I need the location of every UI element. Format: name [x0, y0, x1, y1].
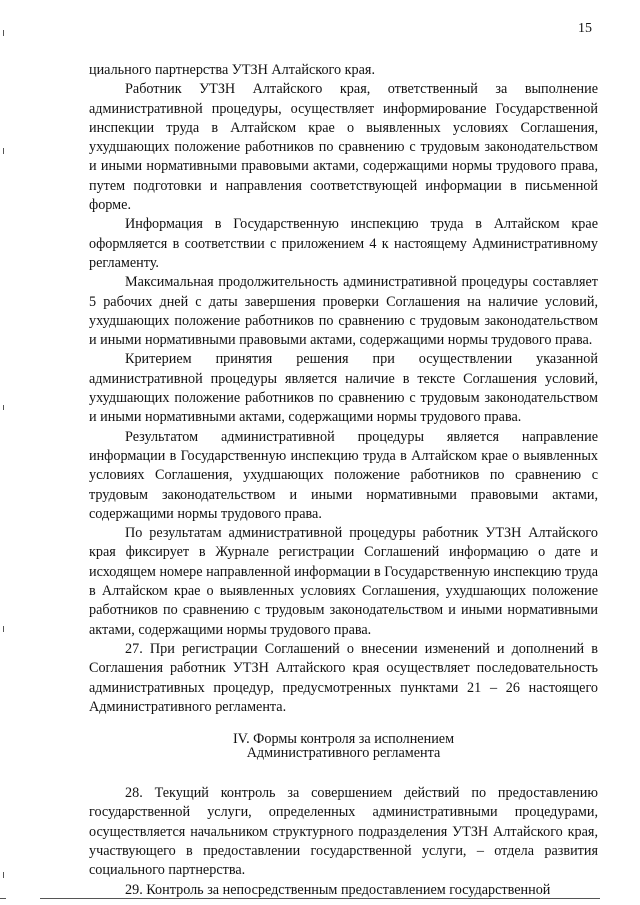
body-text [89, 61, 598, 900]
paragraph: 27. При регистрации Соглашений о внесении изменений и дополнений в Соглашения работник УТЗН Алтайского края осуществляет последовательность административных процедур, предусмотренных пунктами 21 – 26 настоящего Административного регламента. [89, 640, 598, 715]
scan-edge-line [40, 898, 600, 899]
page-number: 15 [578, 21, 592, 36]
paragraph: Критерием принятия решения при осуществлении указанной административной процедуры является наличие в тексте Соглашения условий, ухудшающих положение работников по сравнению с трудовым законодательством и иными нормативными актами, содержащими нормы трудового права. [89, 351, 598, 426]
margin-mark [3, 405, 4, 410]
margin-mark [3, 872, 4, 878]
paragraph: циального партнерства УТЗН Алтайского края. [89, 62, 376, 78]
margin-mark [3, 30, 4, 36]
paragraph: 29. Контроль за непосредственным предоставлением государственной [125, 881, 551, 898]
section-heading-line1: IV. Формы контроля за исполнением [232, 731, 455, 748]
scan-edge-line [0, 898, 6, 899]
section-heading [89, 732, 598, 760]
paragraph: 28. Текущий контроль за совершением действий по предоставлению государственной услуги, определенных административными процедурами, осуществляется начальником структурного подразделения УТЗН Алтайского края, участвующего в предоставлении государственной услуги, – отдела развития социального партнерства. [89, 785, 598, 879]
margin-mark [3, 626, 4, 632]
paragraph: Работник УТЗН Алтайского края, ответственный за выполнение административной процедуры, осуществляет информирование Государственной инспекции труда в Алтайском крае о выявленных условиях Соглашения, ухудшающих положение работников по сравнению с трудовым законодательством и иными нормативными правовыми актами, содержащими нормы трудового права, путем подготовки и направления соответствующей информации в письменной форме. [89, 81, 598, 214]
paragraph: По результатам административной процедуры работник УТЗН Алтайского края фиксирует в Журнале регистрации Соглашений информацию о дате и исходящем номере направленной информации в Государственную инспекцию труда в Алтайском крае о выявленных условиях Соглашения, ухудшающих положение работников по сравнению с трудовым законодательством и иными нормативными актами, содержащими нормы трудового права. [89, 525, 598, 638]
margin-mark [3, 148, 4, 154]
paragraph: Максимальная продолжительность административной процедуры составляет 5 рабочих дней с даты завершения проверки Соглашения на наличие условий, ухудшающих положение работников по сравнению с трудовым законодательством и иными нормативными правовыми актами, содержащими нормы трудового права. [89, 274, 598, 349]
paragraph: Информация в Государственную инспекцию труда в Алтайском крае оформляется в соответствии с приложением 4 к настоящему Административному регламенту. [89, 216, 598, 271]
section-heading-line2: Административного регламента [246, 745, 441, 762]
paragraph: Результатом административной процедуры является направление информации в Государственную инспекцию труда в Алтайском крае о выявленных условиях Соглашения, ухудшающих положение работников по сравнению с трудовым законодательством и иными нормативными правовыми актами, содержащими нормы трудового права. [89, 428, 598, 522]
